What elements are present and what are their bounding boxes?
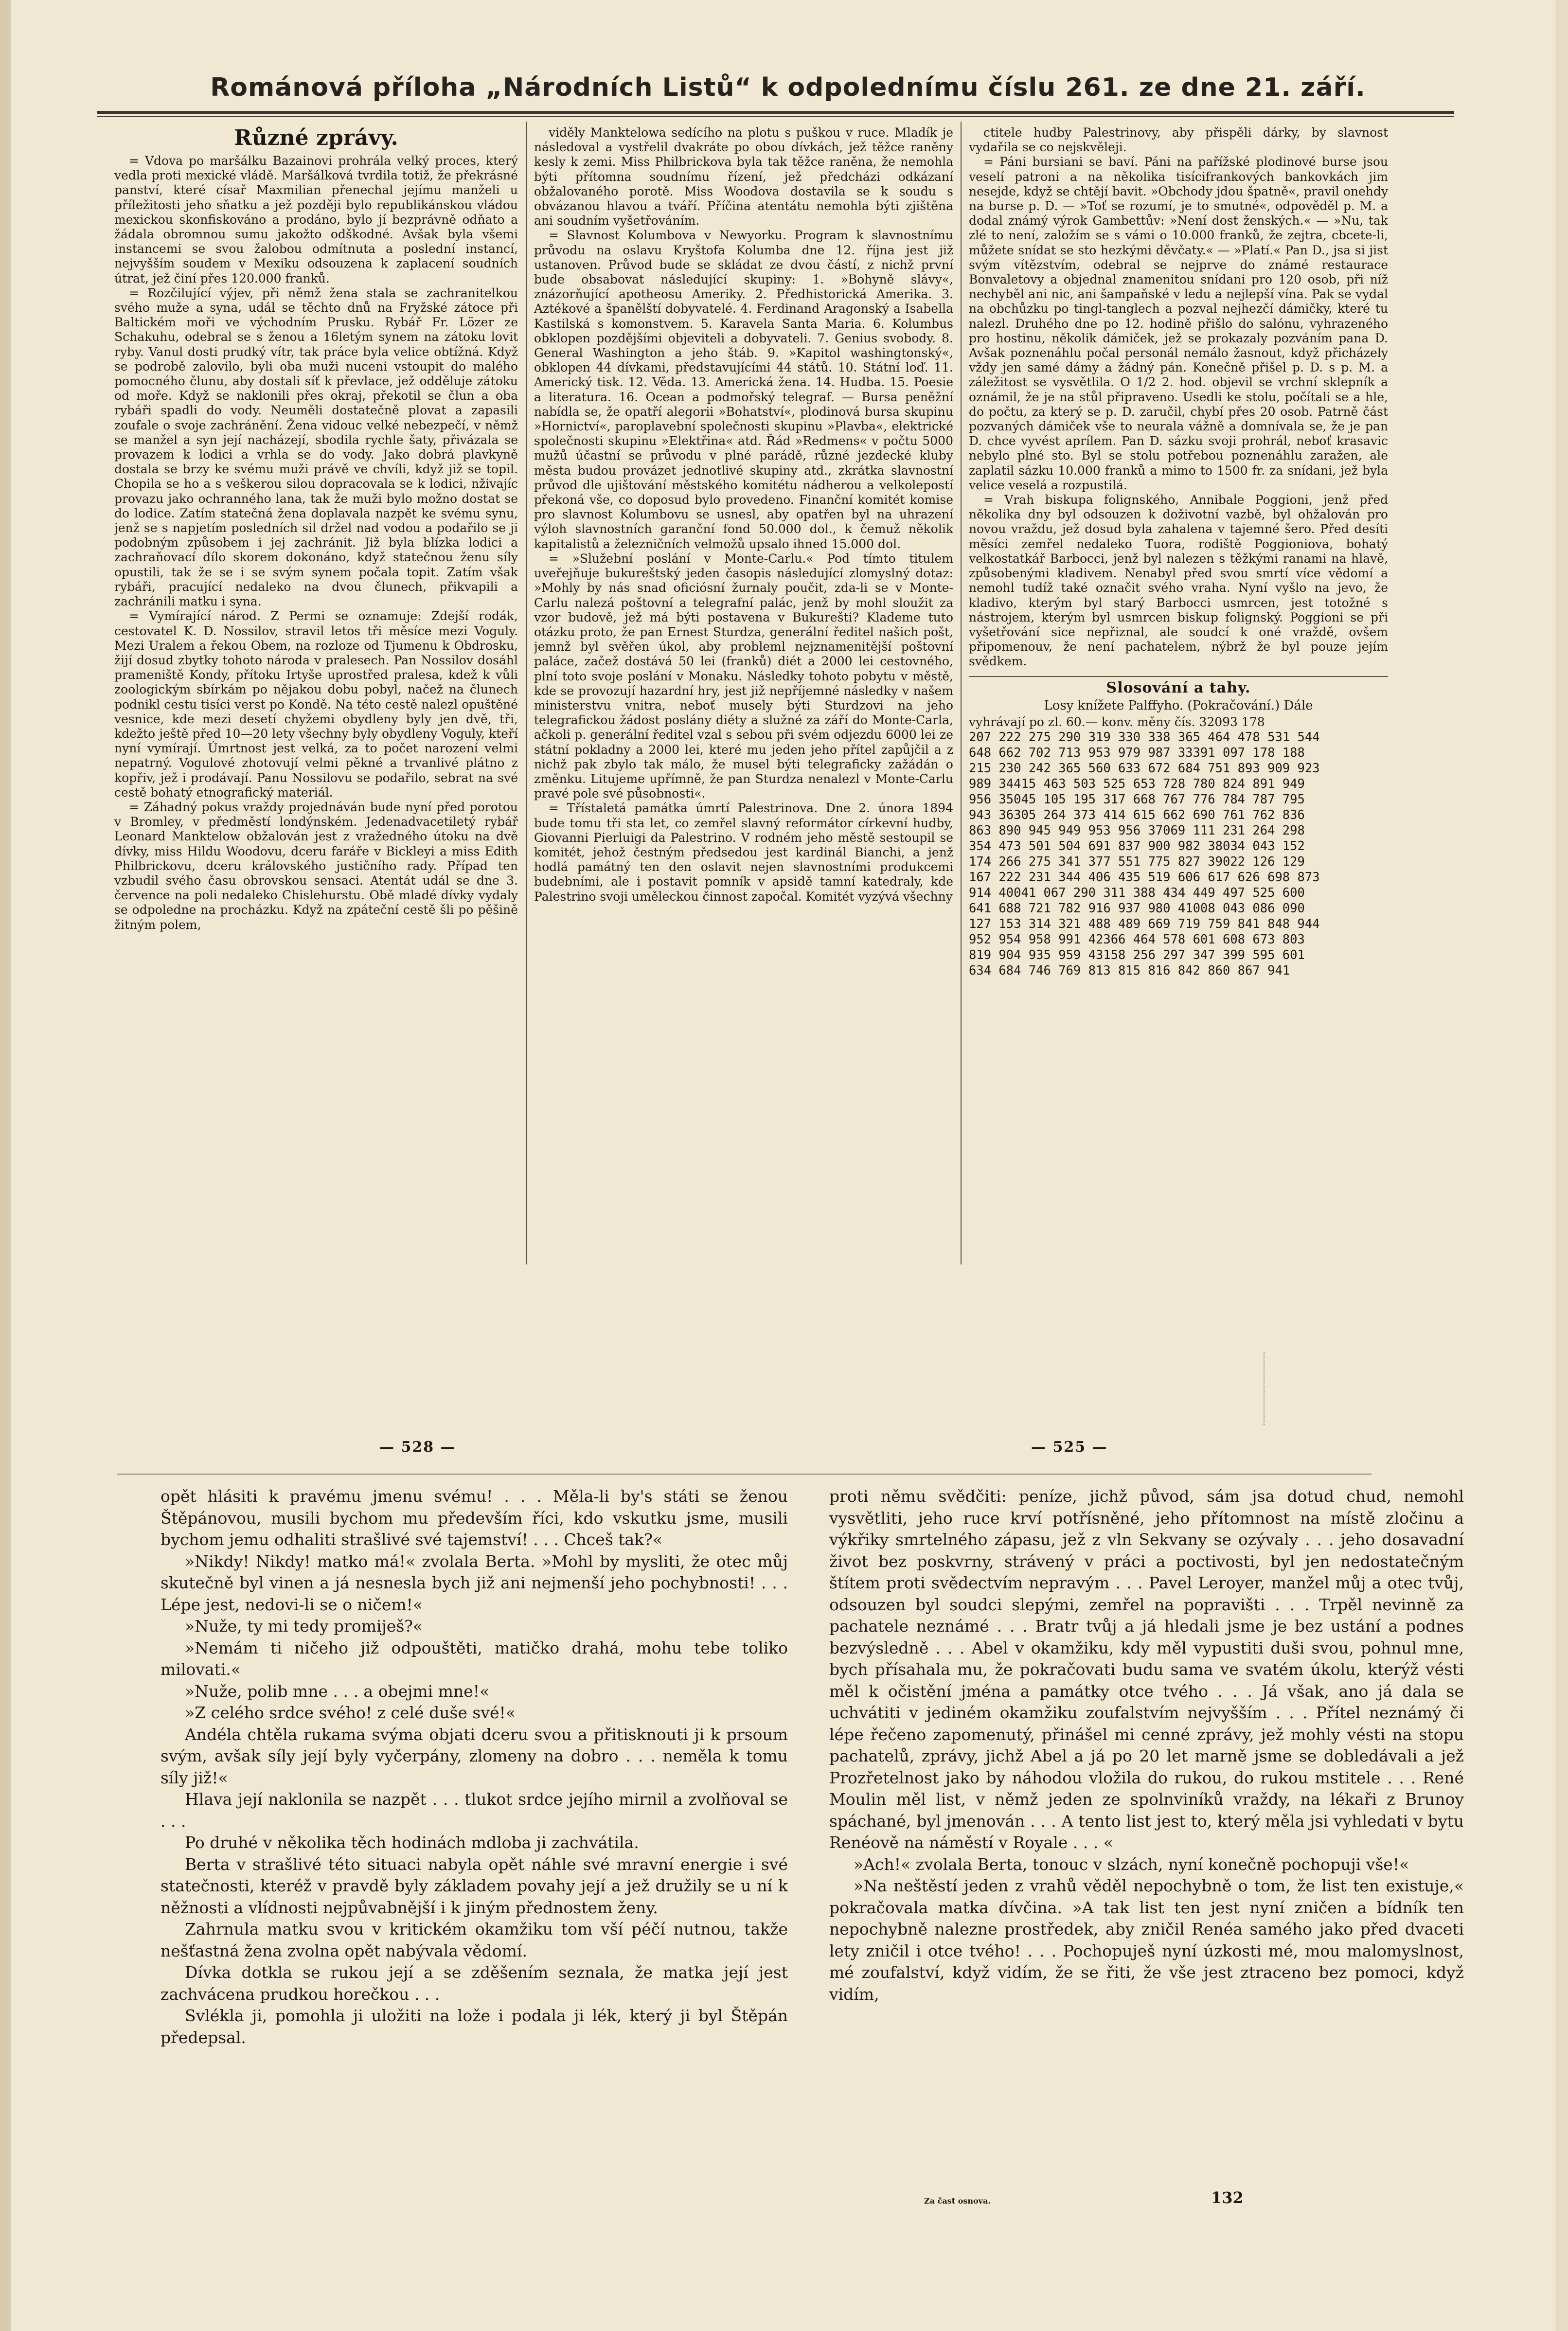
lottery-row: 952 954 958 991 42366 464 578 601 608 673 803 (969, 932, 1305, 947)
news-item: = »Služební poslání v Monte-Carlu.« Pod tímto titulem uveřejňuje bukureštský jeden časopis následující zlomyslný dotaz: »Mohly by nás snad oficiósní žurnaly poučit, zda-li se v Monte-Carlu nalezá poštovní a telegrafní palác, jenž by mohl sloužit za vzor budově, jež má býti postavena v Bukurešti? Klademe tuto otázku proto, že pan Ernest Sturdza, generální ředitel našich pošt, jemnž byl svěřen úkol, aby probleml nejznamenitější poštovní paláce, začež dostává 50 lei (franků) diét a 2000 lei cestovného, plní toto svoje poslání v Monaku. Následky tohoto pobytu v městě, kde se provozují hazardní hry, jest již nepříjemné následky v našem ministerstvu vnitra, neboť musely býti Sturdzovi na jeho telegrafickou žádost poslány diéty a služné za září do Monte-Carla, ačkoli p. generální ředitel vzal s sebou při svém odjezdu 6000 lei ze státní pokladny a 2000 lei, které mu jeden jeho přítel zapůjčil a z nichž pak zbylo tak málo, že musel býti telegraficky zažádán o změnku. Litujeme upřímně, že pan Sturdza nenalezl v Monte-Carlu pravé pole své působnosti«. (534, 551, 953, 801)
lottery-row: 819 904 935 959 43158 256 297 347 399 595 601 (969, 948, 1305, 963)
news-item: ctitele hudby Palestrinovy, aby přispěli dárky, by slavnost vydařila se co nejskvěleji. (969, 125, 1388, 155)
novel-paragraph: Berta v strašlivé této situaci nabyla opět náhle své mravní energie i své statečnosti, kteréž v pravdě byly základem povahy její a jež družily se u ní k něžnosti a vlídnosti nejpůvabnější i k jiným přednostem ženy. (160, 1854, 788, 1917)
news-column-1 (114, 125, 518, 1263)
news-column-2 (534, 125, 953, 1263)
lottery-numbers (969, 730, 1388, 979)
page-edge-left (0, 0, 11, 2331)
lottery-row: 634 684 746 769 813 815 816 842 860 867 941 (969, 963, 1290, 979)
column-divider (961, 122, 962, 1264)
news-item: = Vdova po maršálku Bazainovi prohrála velký proces, který vedla proti mexické vládě. Maršálková tvrdila totiž, že překrásné panství, které císař Maxmilian přenechal jejímu manželi u příležitosti jeho sňatku a jež později bylo republikánskou vládou mexickou skonfiskováno a prodáno, bylo jí bezprávně odňato a žádala obromnou sumu jakožto odškodné. Avšak byla všemi instancemi se svou žalobou odmítnuta a poslední instancí, nejvyšším soudem v Mexiku odsouzena k zaplacení soudních útrat, jež činí přes 120.000 franků. (114, 154, 518, 285)
news-item: = Rozčilující výjev, při němž žena stala se zachranitelkou svého muže a syna, udál se těchto dnů na Fryžské zátoce při Baltickém moři ve východním Prusku. Rybář Fr. Lözer ze Schakuhu, odebral se s ženou a 16letým synem na zátoku lovit ryby. Vanul dosti prudký vítr, tak práce byla velice obtížná. Když se podrobě zalovilo, byli oba muži nuceni vstoupit do malého pomocného člunu, aby dostali síť k převlace, jež oddělujе zátoku od moře. Když se naklonili přes okraj, překotil se člun a oba rybáři spadli do vody. Neuměli dostatečně plovat a zapasili zoufale o svoje zachránění. Žena vidouc velké nebezpečí, v němž se manžel a syn její nacházejí, sbodila rychle šaty, přivázala se provazem k lodici a vrhla se do vody. Jako dobrá plavkyně dostala se brzy ke svému muži právě ve chvíli, když již se topil. Chopila se ho a s veškerou silou dopracovala se k lodici, nživajíc provazu jako ochranného lana, tak že muži bylo možno dostat se do lodice. Zatím statečná žena doplavala nazpět ke svému synu, jenž se s napjetím posledních sil držel nad vodou a podařilo se ji podobným způsobem i jej zachránit. Již byla blízka lodici a zachraňovací dílo skorem dokonáno, když statečnou ženu síly opustili, tak že se i se svým synem počala topit. Zatím však rybáři, pracující nedaleko na dvou člunech, přikvapili a zachránili matku i syna. (114, 285, 518, 609)
news-item: = Vrah biskupa folignského, Annibale Poggioni, jenž před několika dny byl odsouzen k doživotní vazbě, byl ohžalován pro novou vraždu, jež dosud byla zahalena v tajemné šero. Před desíti měsíci zemřel nedaleko Tuora, rodiště Poggioniova, bohatý velkostatkář Barbocci, jenž byl nalezen s těžkými ranami na hlavě, způsobenými kladivem. Nenabyl před svou smrtí více vědomí a nemohl tudíž také označit svého vraha. Nyní vyšlo na jevo, že kladivo, kterým byl starý Barbocci usmrcen, jest totožné s nástrojem, kterým byl usmrcen biskup folignský. Poggioni se při vyšetřování sice nepřiznal, ale soudcí k oné vraždě, ovšem připomenouv, že není pachatelem, nýbrž že byl pouze jejím svědkem. (969, 493, 1388, 669)
novel-paragraph: »Na neštěstí jeden z vrahů věděl nepochybně o tom, že list ten existuje,« pokračovala matka dívčina. »A tak list ten jest nyní zničen a bídník ten nepochybně nalezne prostředek, aby zničil Renéa samého jako před dvaceti lety zničil i otce tvého! . . . Pochopuješ nyní úzkosti mé, mou malomyslnost, mé zoufalství, když vidím, že se řiti, že vše jest ztraceno bez pomoci, když vidím, (829, 1876, 1464, 2004)
novel-paragraph: »Z celého srdce svého! z celé duše své!« (185, 1703, 516, 1722)
news-column-3 (969, 125, 1388, 1307)
lottery-row: 641 688 721 782 916 937 980 41008 043 086 090 (969, 901, 1305, 916)
news-item: = Třístaletá památka úmrtí Palestrinova. Dne 2. února 1894 bude tomu tři sta let, co zemřel slavný reformátor církevní hudby, Giovanni Pierluigi da Palestrino. V rodném jeho městě sestoupil se komitét, jehož čestným předsedou jest kardinál Bianchi, a jenž hodlá památný ten den oslavit nejen slavnostními produkcemi budebními, ale i postavit pomník v apsidě tamní katedraly, kde Palestrino svoji uměleckou činnost započal. Komitét vyzývá všechny (534, 801, 953, 904)
novel-paragraph: »Nuže, polib mne . . . a obejmi mne!« (185, 1681, 490, 1701)
lottery-row: 127 153 314 321 488 489 669 719 759 841 848 944 (969, 917, 1320, 932)
novel-paragraph: Andéla chtěla rukama svýma objati dceru svou a přitisknouti ji k prsoum svým, avšak síly její byly vyčerpány, zlomeny na dobro . . . neměla k tomu síly již!« (160, 1725, 788, 1787)
news-item: = Páni bursiani se baví. Páni na pařížské plodinové burse jsou veselí patroni a na několika tisícifrankových bankovkách jim nesejde, když se chtějí bavit. »Obchody jdou špatně«, pravil onehdy na burse p. D. — »Toť se rozumí, je to smutné«, odpověděl p. M. a dodal známý výrok Gambettův: »Není dost ženských.« — »Nu, tak zlé to není, založím se s vámi o 10.000 franků, že zejtra, cbcete-li, můžete snídat se sto hezkými děvčaty.« — »Platí.« Pan D., jsa si jist svým vítězstvím, odebral se nejprve do známé restaurace Bonvaletovy a objednal znamenitou snídani pro 120 osob, při níž nechyběl ani nic, ani šampaňské v ledu a nejlepší vína. Pak se vydal na obchůzku po tingl-tanglech a pozval nejhezčí dámičky, které tu nalezl. Druhého dne po 12. hodině přišlo do salónu, vyhrazeného pro hostinu, několik dámiček, jež se prokazaly pozváním pana D. Avšak poznenáhlu počal personál nemálo žasnout, když přicházely vždy jen samé dámy a žádný pán. Konečně přišel p. D. s p. M. a záležitost se vysvětlila. O 1/2 2. hod. objevil se vrchní sklepník a oznámil, že je na stůl připraveno. Usedli ke stolu, počítali se a hle, do počtu, za který se p. D. zaručil, chybí přes 20 osob. Patrně část pozvaných dámiček vše to neurala vážně a domnívala se, že je pan D. chce vyvést aprílem. Pan D. sázku svoji prohrál, neboť krasavic nebylo plné sto. Byl se stolu potřebou poznenáhlu zaražen, ale zaplatil sázku 10.000 franků a mimo to 1500 fr. za snídani, jež byla velice veselá a rozpustilá. (969, 155, 1388, 492)
novel-page-right (829, 1486, 1464, 2201)
lottery-row: 956 35045 105 195 317 668 767 776 784 787 795 (969, 792, 1305, 807)
novel-paragraph: Zahrnula matku svou v kritickém okamžiku tom vší péčí nutnou, takže nešťastná žena zvolna opět nabývala vědomí. (160, 1920, 788, 1960)
lottery-divider (969, 676, 1388, 677)
news-item: viděly Manktelowa sedícího na plotu s puškou v ruce. Mladík je následoval a vystřelil dvakráte po obou dívkách, jež těžce raněny kesly k zemi. Miss Philbrickova byla tak těžce raněna, že nemohla býti přítomna soudnímu řízení, jež předcházi odkázaní obžalovaného porotě. Miss Woodova dostavila se k soudu s obvázanou hlavou a tváří. Příčina atentátu nemohla býti zjištěna ani soudním vyšetřováním. (534, 125, 953, 228)
lottery-row: 354 473 501 504 691 837 900 982 38034 043 152 (969, 839, 1305, 854)
section-heading: Různé zprávy. (234, 125, 398, 150)
lottery-row: 863 890 945 949 953 956 37069 111 231 264 298 (969, 823, 1305, 838)
news-item: = Slavnost Kolumbova v Newyorku. Program k slavnostnímu průvodu na oslavu Kryštofa Kolumba dne 12. října jest již ustanoven. Průvod bude se skládat ze dvou částí, z nichž první bude obsabovat následující skupiny: 1. »Bohyně slávy«, znázorňující apotheosu Ameriky. 2. Předhistorická Amerika. 3. Aztékové a španělští dobyvatelé. 4. Ferdinand Aragonský a Isabella Kastilská s komonstvem. 5. Karavela Santa Maria. 6. Kolumbus obklopen pozdějšími objeviteli a dobyvateli. 7. Genius svobody. 8. General Washington a jeho štáb. 9. »Kapitol washingtonský«, obklopen 44 dívkami, představujícími 44 států. 10. Státní loď. 11. Americký tisk. 12. Věda. 13. Americká žena. 14. Hudba. 15. Poesie a literatura. 16. Ocean a podmořský telegraf. — Bursa peněžní nabídla se, že opatří alegorii »Bohatství«, plodinová bursa skupinu »Hornictví«, paroplavební společnosti skupinu »Plavba«, elektrické společnosti skupinu »Elektřina« atd. Řád »Redmens« v počtu 5000 mužů účastní se průvodu v plné parádě, různé jezdecké kluby města budou provázet jednotlivé skupiny atd., zkrátka slavnostní průvod dle ujištování městského komitétu nádherou a velkolepostí překoná vše, co doposud bylo provedeno. Finanční komitét komise pro slavnost Kolumbovu se usnesl, aby opatřen byl na uhrazení výloh slavnostních garanční fond 50.000 dol., k čemuž několik kapitalistů a železničních velmožů upsalo ihned 15.000 dol. (534, 228, 953, 551)
lottery-row: 914 40041 067 290 311 388 434 449 497 525 600 (969, 886, 1305, 901)
novel-paragraph: »Nuže, ty mi tedy promiješ?« (185, 1617, 423, 1636)
news-item: = Záhadný pokus vraždy projednáván bude nyní před porotou v Bromley, v předměstí londýnském. Jedenadvacetiletý rybář Leonard Manktelow obžalován jest z vražedného útoku na dvě dívky, miss Hildu Woodovu, dceru faráře v Bickleyi a miss Edith Philbrickovu, dceru královského justičního rady. Případ ten vzbudil svého času obrovskou sensaci. Atentát udál se dne 3. července na poli nedaleko Chislehurstu. Obě mladé dívky vydaly se odpoledne na procházku. Když na zpáteční cestě šli po pěšině žitným polem, (114, 800, 518, 932)
lottery-title: Slosování a tahy. (1106, 679, 1251, 696)
lottery-row: 215 230 242 365 560 633 672 684 751 893 909 923 (969, 761, 1320, 776)
column-3-text (969, 125, 1388, 669)
lottery-row: 648 662 702 713 953 979 987 33391 097 178 188 (969, 746, 1305, 761)
supplement-header: Románová příloha „Národních Listů“ k odpolednímu číslu 261. ze dne 21. září. (210, 73, 1366, 102)
footer-note: Za čast osnova. (924, 2196, 991, 2206)
novel-paragraph: Dívka dotkla se rukou její a se zděšením seznala, že matka její jest zachvácena prudkou horečkou . . . (160, 1963, 788, 2004)
lottery-intro: vyhrávají po zl. 60.— konv. měny čís. 32093 178 (969, 714, 1265, 729)
lottery-row: 989 34415 463 503 525 653 728 780 824 891 949 (969, 777, 1305, 792)
fold-line (117, 1474, 1372, 1475)
sheet-number: 132 (1211, 2189, 1244, 2207)
lottery-row: 167 222 231 344 406 435 519 606 617 626 698 873 (969, 870, 1320, 885)
header-rule-thin (97, 116, 1454, 117)
novel-paragraph: Po druhé v několika těch hodinách mdloba ji zachvátila. (185, 1833, 639, 1852)
novel-paragraph: Svlékla ji, pomohla ji uložiti na lože i podala ji lék, který ji byl Štěpán předepsal. (160, 2006, 788, 2047)
novel-paragraph: »Ach!« zvolala Berta, tonouc v slzách, nyní konečně pochopuji vše!« (854, 1854, 1409, 1874)
lottery-row: 207 222 275 290 319 330 338 365 464 478 531 544 (969, 730, 1320, 745)
novel-paragraph: proti němu svědčiti: peníze, jichž původ, sám jsa dotud chud, nemohl vysvětliti, jeho ruce krví potřísněné, jeho přítomnost na místě zločinu a výkřiky smrtelného zápasu, jež z vln Sekvany se ozývaly . . . jeho dosavadní život bez poskvrny, strávený v práci a poctivosti, byl jen nedostatečným štítem proti svědectvím nepravým . . . Pavel Leroyer, manžel můj a otec tvůj, odsouzen byl soudci slepými, zemřel na popravišti . . . Trpěl nevinně za pachatele neznámé . . . Bratr tvůj a já hledali jsme je bez ustání a podnes bezvýsledně . . . Abel v okamžiku, kdy měl vypustiti duši svou, pohnul mne, bych přísahala mu, že pokračovati budu sama ve svatém úkolu, kterýž vésti měl k očistění jména a památky otce tvého . . . Já však, ano já dala se uchvátiti v jediném okamžiku zoufalstvím nejvyšším . . . Přítel neznámý či lépe řečeno zapomenutý, přinášel mi cenné zprávy, jež mohly vésti na stopu pachatelů, zprávy, jichž Abel a já po 20 let marně jsme se dobledávali a jež Prozřetelnost jako by náhodou vložila do rukou, do rukou mstitele . . . René Moulin měl list, v němž jeden ze spolnviníků vraždy, na lékaři z Brunoy spáchané, byl jmenován . . . A tento list jest to, který měla jsi vyhledati v bytu Renéově na náměstí v Royale . . . « (829, 1487, 1464, 1852)
novel-paragraph: »Nikdy! Nikdy! matko má!« zvolala Berta. »Mohl by mysliti, že otec můj skutečně byl vinen a já nesnesla bych již ani nejmenší jeho pochybnosti! . . . Lépe jest, nedovi-li se o ničem!« (160, 1551, 788, 1614)
page-number-left: — 528 — (379, 1439, 456, 1456)
lottery-row: 174 266 275 341 377 551 775 827 39022 126 129 (969, 854, 1305, 870)
page-number-right: — 525 — (1031, 1439, 1108, 1456)
news-item: = Vymírající národ. Z Permi se oznamuje: Zdejší rodák, cestovatel K. D. Nossilov, stravil letos tři měsíce mezi Voguly. Mezi Uralem a řekou Obem, na rozloze od Tjumenu k Obdrosku, žijí dosud zbytky tohoto národa v pralesech. Pan Nossilov dosáhl prameniště Kondy, přítoku Irtyše uprostřed pralesa, kdež k vůli zoologickým sbírkám po nějakou dobu pobyl, načež na člunech podnikl cestu tisíci verst po Kondě. Na této cestě nalezl opuštěné vesnice, kde mezi desetí chyžemi obydleny byly jen dvě, tři, kdežto ještě před 10—20 lety všechny byly obydleny Voguly, kteří nyní vymírají. Úmrtnost jest velká, za to počet narození velmi nepatrný. Vogulové zhotovují velmi pěkné a trvanlivé plátno z kopřiv, jež i prodávají. Panu Nossilovu se podařilo, sebrat na své cestě bohatý etnografický materiál. (114, 609, 518, 800)
column-divider (526, 122, 527, 1264)
lottery-row: 943 36305 264 373 414 615 662 690 761 762 836 (969, 808, 1305, 823)
novel-paragraph: opět hlásiti k pravému jmenu svému! . . . Měla-li by's státi se ženou Štěpánovou, musili bychom mu především říci, kdo vskutku jsme, musili bychom jemu odhaliti strašlivé své tajemství! . . . Chceš tak?« (160, 1487, 788, 1549)
novel-page-left (160, 1486, 788, 2167)
novel-paragraph: »Nemám ti ničeho již odpouštěti, matičko drahá, mohu tebe toliko milovati.« (160, 1638, 788, 1679)
margin-mark (1264, 1352, 1270, 1425)
lottery-heading: Losy knížete Palffyho. (Pokračování.) Dále (1044, 698, 1313, 713)
page-edge-right (1555, 0, 1568, 2331)
header-rule (97, 111, 1454, 114)
novel-paragraph: Hlava její naklonila se nazpět . . . tlukot srdce jejího mirnil a zvolňoval se . . . (160, 1790, 788, 1831)
